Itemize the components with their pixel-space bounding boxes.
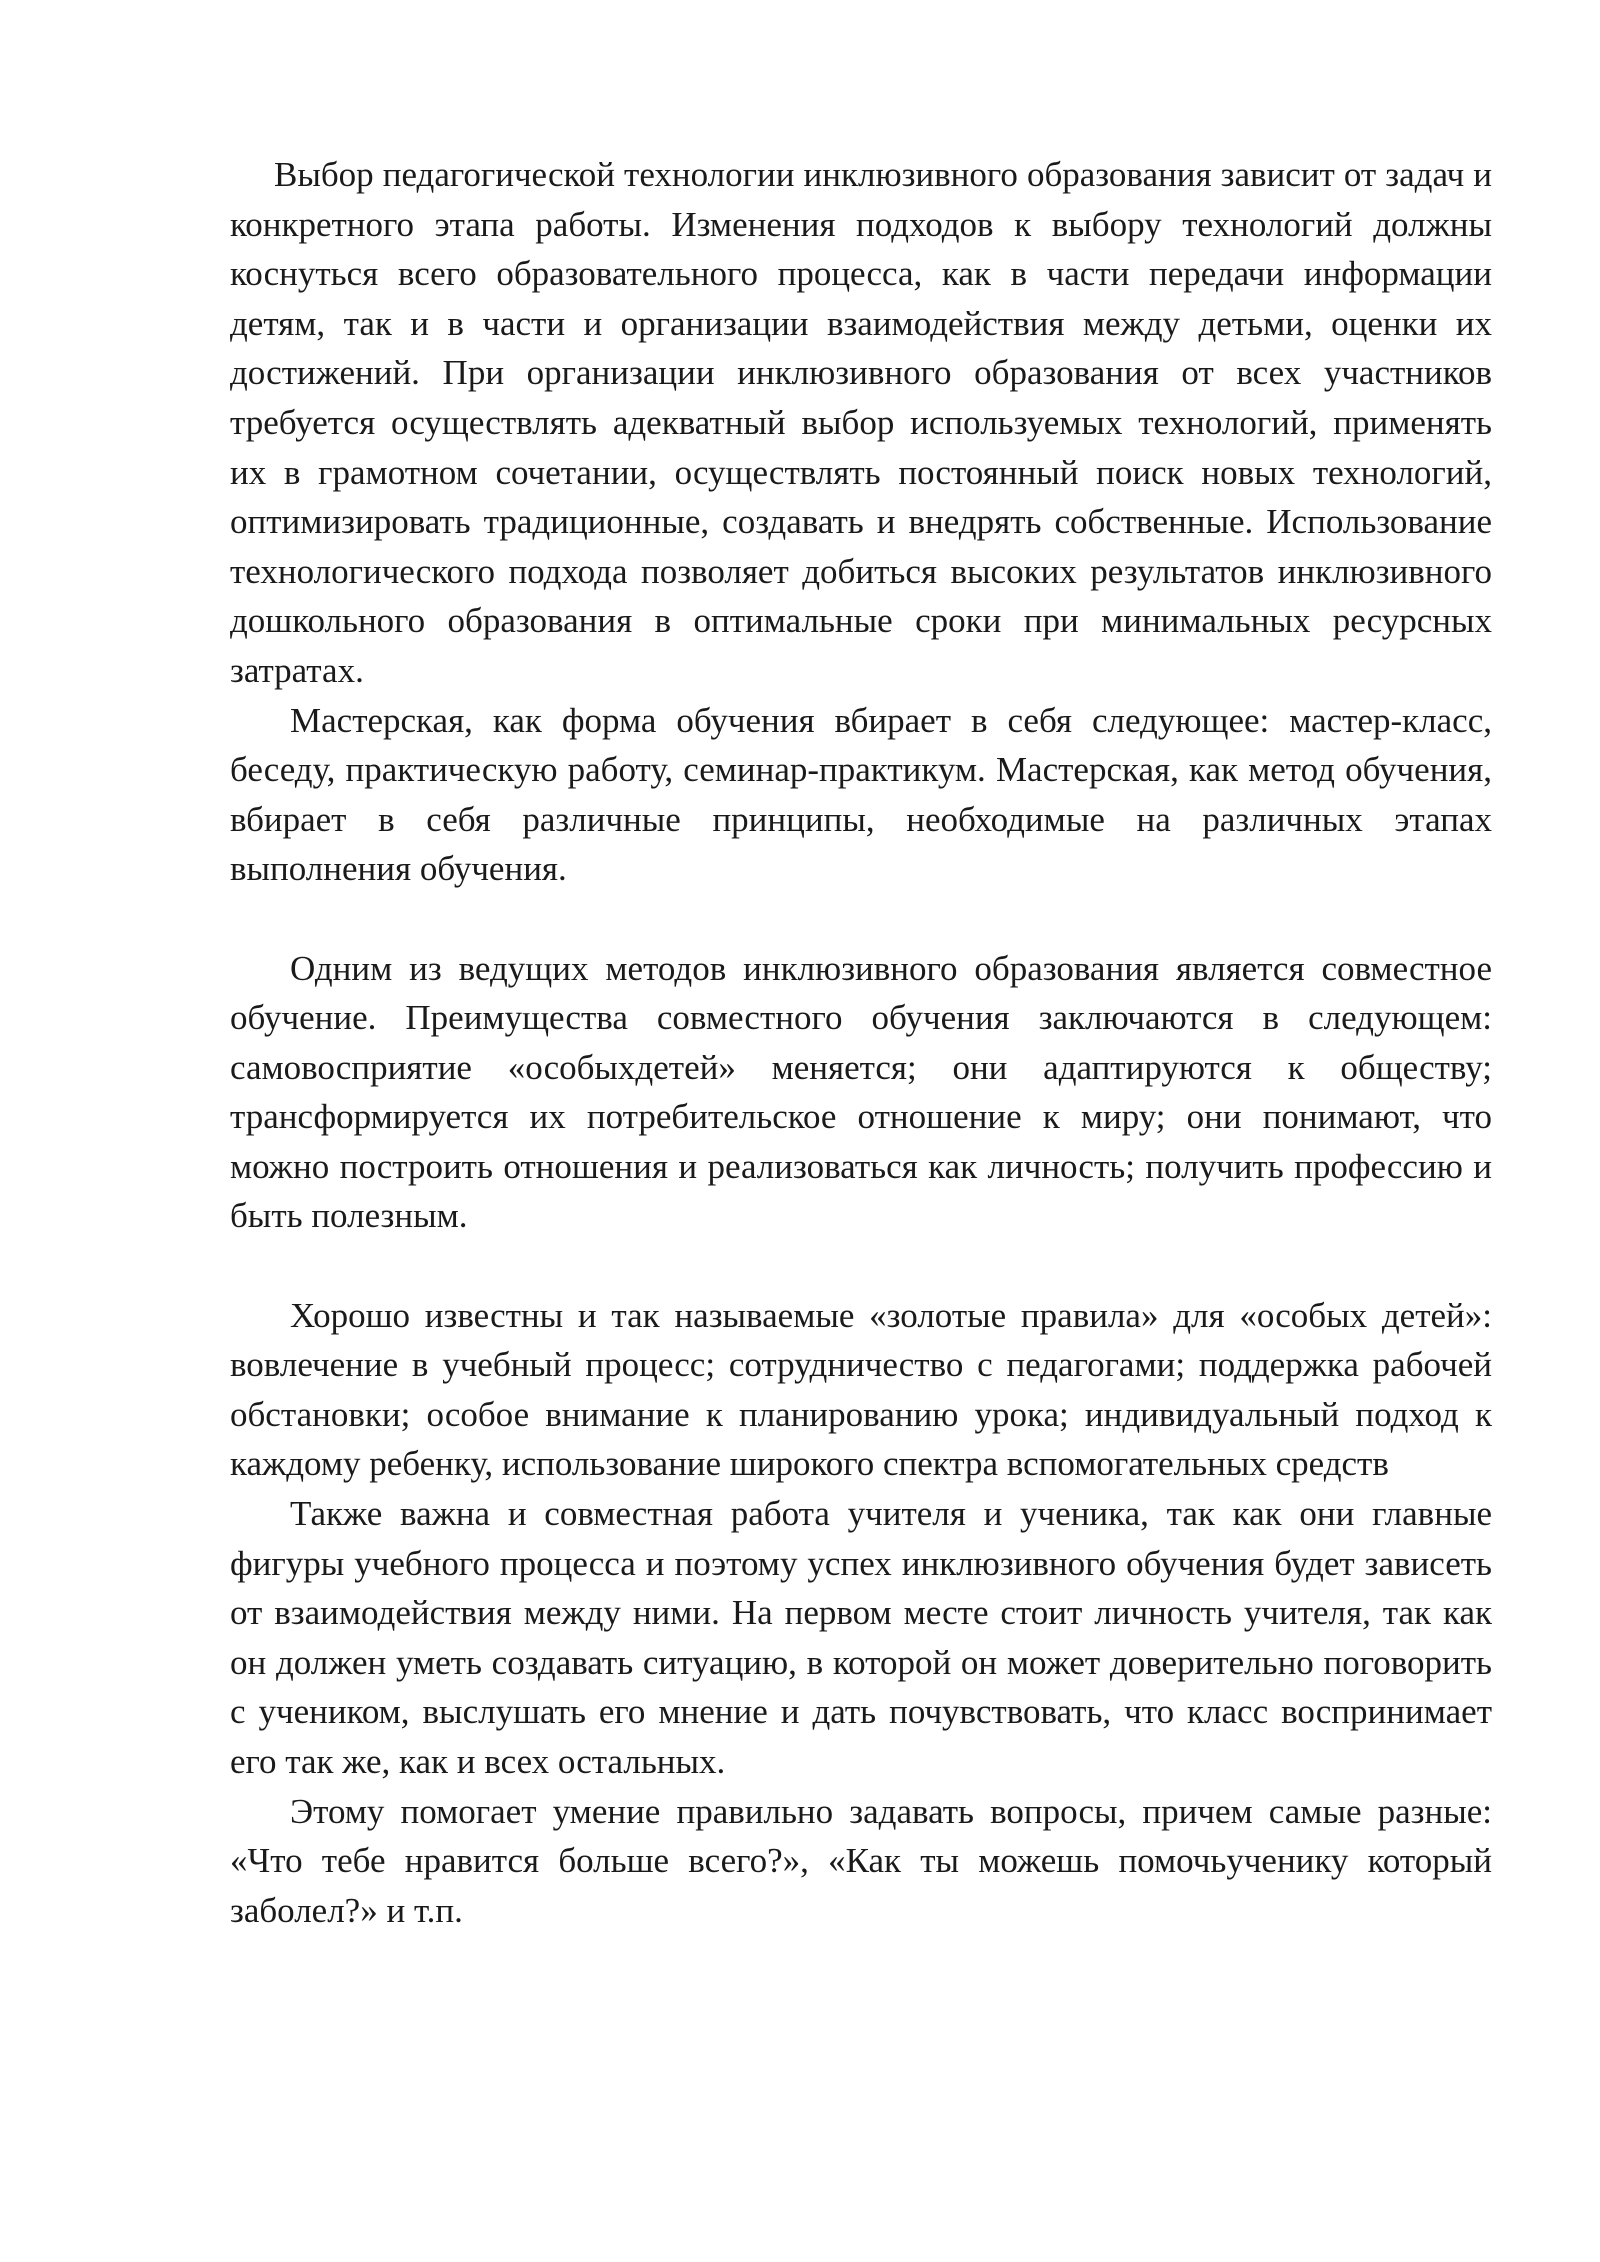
paragraph-spacer bbox=[230, 894, 1492, 944]
paragraph-workshop: Мастерская, как форма обучения вбирает в себя следующее: мастер-класс, беседу, практическую работу, семинар-практикум. Мастерская, как метод обучения, вбирает в себя различные принципы, необходимые на различных этапах выполнения обучения. bbox=[230, 700, 1492, 889]
paragraph-questions: Этому помогает умение правильно задавать вопросы, причем самые разные: «Что тебе нравится больше всего?», «Как ты можешь помочьученику который заболел?» и т.п. bbox=[230, 1791, 1492, 1930]
paragraph-joint-learning: Одним из ведущих методов инклюзивного образования является совместное обучение. Преимущества совместного обучения заключаются в следующем: самовосприятие «особыхдетей» меняется; они адаптируются к обществу; трансформируется их потребительское отношение к миру; они понимают, что можно построить отношения и реализоваться как личность; получить профессию и быть полезным. bbox=[230, 948, 1492, 1236]
paragraph-teacher-student: Также важна и совместная работа учителя и ученика, так как они главные фигуры учебного процесса и поэтому успех инклюзивного обучения будет зависеть от взаимодействия между ними. На первом месте стоит личность учителя, так как он должен уметь создавать ситуацию, в которой он может доверительно поговорить с учеником, выслушать его мнение и дать почувствовать, что класс воспринимает его так же, как и всех остальных. bbox=[230, 1494, 1492, 1781]
document-body bbox=[230, 150, 1492, 1935]
paragraph-golden-rules: Хорошо известны и так называемые «золотые правила» для «особых детей»: вовлечение в учебный процесс; сотрудничество с педагогами; поддержка рабочей обстановки; особое внимание к планированию урока; индивидуальный подход к каждому ребенку, использование широкого спектра вспомогательных средств bbox=[230, 1295, 1492, 1484]
paragraph-technology-choice: Выбор педагогической технологии инклюзивного образования зависит от задач и конкретного этапа работы. Изменения подходов к выбору технологий должны коснуться всего образовательного процесса, как в части передачи информации детям, так и в части и организации взаимодействия между детьми, оценки их достижений. При организации инклюзивного образования от всех участников требуется осуществлять адекватный выбор используемых технологий, применять их в грамотном сочетании, осуществлять постоянный поиск новых технологий, оптимизировать традиционные, создавать и внедрять собственные. Использование технологического подхода позволяет добиться высоких результатов инклюзивного дошкольного образования в оптимальные сроки при минимальных ресурсных затратах. bbox=[230, 155, 1492, 690]
paragraph-spacer bbox=[230, 1241, 1492, 1291]
